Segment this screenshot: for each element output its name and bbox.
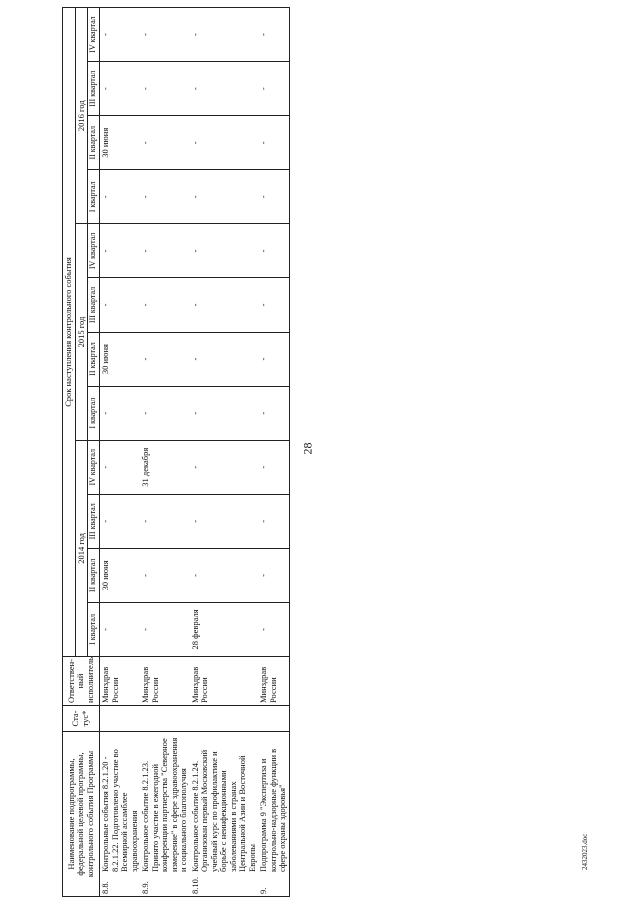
header-quarter: III квартал: [88, 62, 100, 116]
quarter-cell: -: [258, 8, 289, 62]
quarter-cell: 31 декабря: [140, 440, 190, 494]
quarter-cell: -: [190, 548, 259, 602]
quarter-cell: -: [99, 602, 140, 656]
quarter-cell: -: [190, 440, 259, 494]
row-status: [258, 706, 289, 732]
quarter-cell: -: [140, 278, 190, 332]
quarter-cell: -: [99, 170, 140, 224]
quarter-cell: -: [190, 8, 259, 62]
row-number: 8.10.: [189, 877, 200, 894]
row-status: [140, 706, 190, 732]
header-quarter: I квартал: [88, 386, 100, 440]
quarter-cell: -: [258, 386, 289, 440]
header-year-2016: 2016 год: [75, 8, 88, 224]
quarter-cell: -: [99, 440, 140, 494]
quarter-cell: -: [140, 8, 190, 62]
table-row: [190, 8, 259, 897]
row-name-cell: [140, 732, 190, 897]
header-quarter: IV квартал: [88, 8, 100, 62]
row-name-cell: [258, 732, 289, 897]
quarter-cell: -: [190, 332, 259, 386]
row-name: Контрольные события 8.2.1.20 - 8.2.1.22. Подготовлено участие во Всемирной ассамблее здравоохранения: [99, 749, 139, 872]
quarter-cell: -: [99, 8, 140, 62]
row-name-cell: [190, 732, 259, 897]
quarter-cell: -: [190, 116, 259, 170]
quarter-cell: -: [258, 116, 289, 170]
quarter-cell: -: [190, 62, 259, 116]
quarter-cell: -: [99, 224, 140, 278]
header-quarter: III квартал: [88, 278, 100, 332]
quarter-cell: -: [258, 494, 289, 548]
header-year-2014: 2014 год: [75, 440, 88, 656]
header-year-2015: 2015 год: [75, 224, 88, 440]
header-quarter: III квартал: [88, 494, 100, 548]
quarter-cell: -: [258, 224, 289, 278]
header-quarter: I квартал: [88, 602, 100, 656]
header-row-1: [63, 8, 76, 897]
row-number: 9.: [258, 887, 269, 894]
header-responsible: Ответствен-ный исполнитель: [63, 657, 100, 706]
quarter-cell: -: [258, 62, 289, 116]
row-responsible: Минздрав России: [99, 657, 140, 706]
quarter-cell: -: [258, 278, 289, 332]
quarter-cell: -: [190, 224, 259, 278]
quarter-cell: -: [258, 602, 289, 656]
row-number: 8.9.: [140, 881, 151, 894]
row-name: Контрольное событие 8.2.1.23. Принято участие в ежегодной конференции партнерства "Северное измерение" в сфере здравоохранения и социального благополучия: [140, 737, 189, 872]
table-row: [258, 8, 289, 897]
header-deadline: Срок наступления контрольного события: [63, 8, 76, 657]
quarter-cell: -: [99, 62, 140, 116]
quarter-cell: -: [140, 548, 190, 602]
quarter-cell: -: [99, 494, 140, 548]
header-quarter: IV квартал: [88, 440, 100, 494]
header-quarter: II квартал: [88, 548, 100, 602]
row-status: [190, 706, 259, 732]
quarter-cell: 30 июня: [99, 116, 140, 170]
row-responsible: Минздрав России: [190, 657, 259, 706]
quarter-cell: -: [258, 170, 289, 224]
rotated-table-wrapper: [62, 7, 607, 897]
header-status: Ста-тус*: [63, 706, 100, 732]
quarter-cell: -: [140, 494, 190, 548]
quarter-cell: -: [99, 278, 140, 332]
quarter-cell: -: [190, 386, 259, 440]
quarter-cell: -: [140, 332, 190, 386]
quarter-cell: -: [99, 386, 140, 440]
quarter-cell: 28 февраля: [190, 602, 259, 656]
quarter-cell: -: [190, 170, 259, 224]
page-number: 28: [300, 442, 315, 455]
row-name-cell: [99, 732, 140, 897]
quarter-cell: -: [258, 332, 289, 386]
quarter-cell: -: [140, 62, 190, 116]
header-quarter: II квартал: [88, 332, 100, 386]
table-row: [140, 8, 190, 897]
quarter-cell: -: [140, 386, 190, 440]
table-row: [99, 8, 140, 897]
quarter-cell: -: [140, 224, 190, 278]
header-quarter: I квартал: [88, 170, 100, 224]
quarter-cell: 30 июня: [99, 332, 140, 386]
row-number: 8.8.: [99, 881, 110, 894]
quarter-cell: -: [190, 494, 259, 548]
header-quarter: IV квартал: [88, 224, 100, 278]
quarter-cell: -: [258, 548, 289, 602]
quarter-cell: 30 июня: [99, 548, 140, 602]
row-responsible: Минздрав России: [258, 657, 289, 706]
row-responsible: Минздрав России: [140, 657, 190, 706]
quarter-cell: -: [140, 602, 190, 656]
quarter-cell: -: [140, 116, 190, 170]
quarter-cell: -: [140, 170, 190, 224]
header-quarter: II квартал: [88, 116, 100, 170]
quarter-cell: -: [190, 278, 259, 332]
row-name: Контрольное событие 8.2.1.24. Организован первый Московский учебный курс по профилактике и борьбе с неинфекционными заболеваниями в странах Центральной Азии и Восточной Европы: [189, 749, 257, 872]
control-events-table: [62, 7, 290, 897]
document-id: 2432023.doc: [581, 833, 589, 870]
quarter-cell: -: [258, 440, 289, 494]
row-name: Подпрограмма 9 "Экспертиза и контрольно-надзорные функции в сфере охраны здоровья": [258, 748, 288, 872]
header-name: Наименование подпрограммы, федеральной целевой программы, контрольного события Программы: [63, 732, 100, 897]
row-status: [99, 706, 140, 732]
